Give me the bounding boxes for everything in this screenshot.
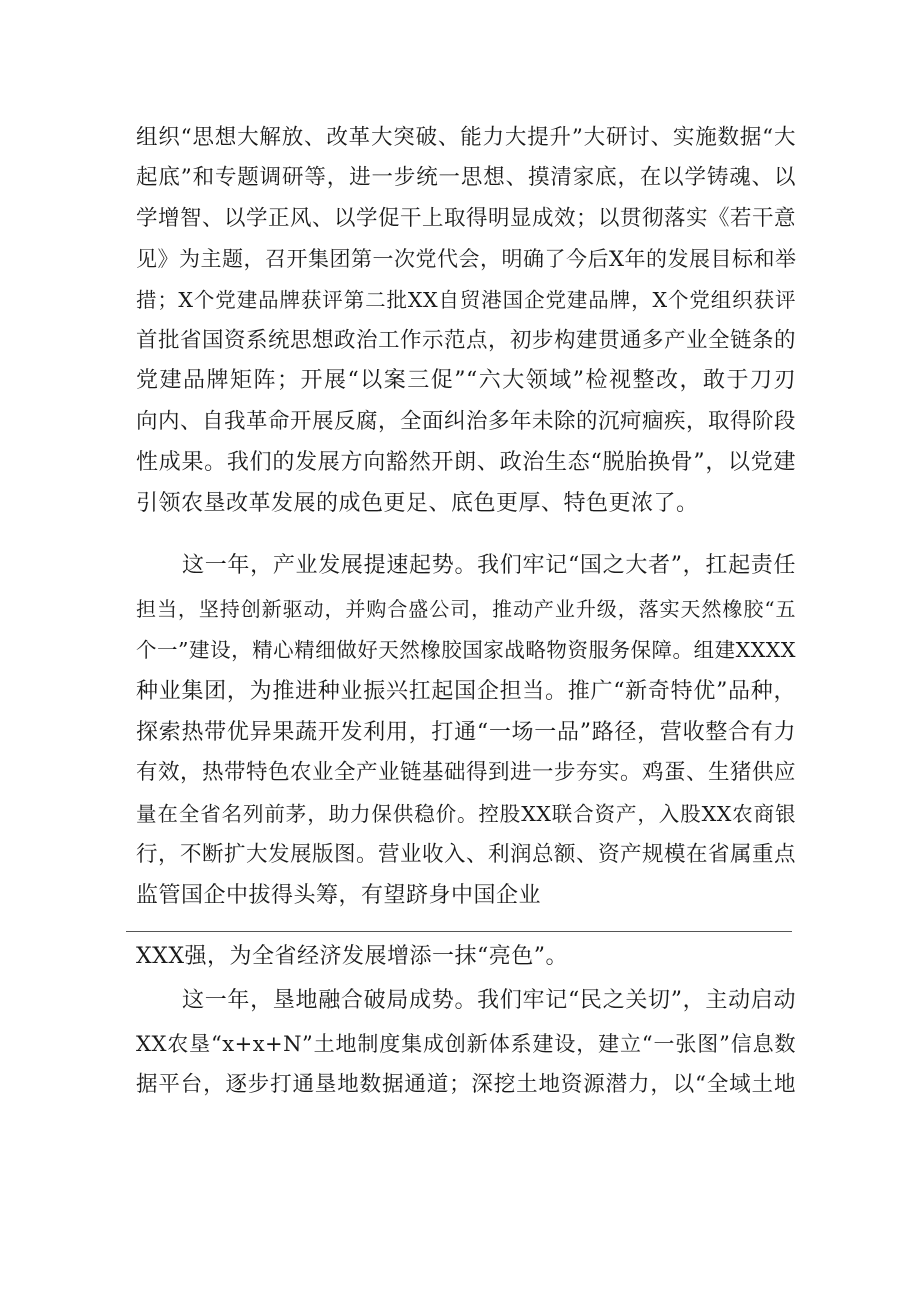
text-line: 党建品牌矩阵；开展“以案三促”“六大领域”检视整改，敢于刀刃 bbox=[136, 368, 796, 393]
text-line: 种业集团，为推进种业振兴扛起国企担当。推广“新奇特优”品种， bbox=[136, 679, 796, 704]
text-line: 引领农垦改革发展的成色更足、底色更厚、特色更浓了。 bbox=[136, 491, 699, 516]
text-line: 探索热带优异果蔬开发利用，打通“一场一品”路径，营收整合有力 bbox=[136, 720, 796, 745]
page-break-divider bbox=[126, 931, 792, 932]
text-line: 个一”建设，精心精细做好天然橡胶国家战略物资服务保障。组建XXXX bbox=[136, 638, 796, 662]
text-line: 学增智、以学正风、以学促干上取得明显成效；以贯彻落实《若干意 bbox=[136, 206, 797, 231]
text-line: 见》为主题，召开集团第一次党代会，明确了今后X年的发展目标和举 bbox=[136, 247, 797, 271]
text-line: 组织“思想大解放、改革大突破、能力大提升”大研讨、实施数据“大 bbox=[136, 125, 796, 150]
text-line: 首批省国资系统思想政治工作示范点，初步构建贯通多产业全链条的 bbox=[136, 328, 797, 353]
text-line: 这一年，产业发展提速起势。我们牢记“国之大者”，扛起责任 bbox=[182, 553, 796, 578]
text-line: 性成果。我们的发展方向豁然开朗、政治生态“脱胎换骨”，以党建 bbox=[136, 450, 796, 475]
text-line: 据平台，逐步打通垦地数据通道；深挖土地资源潜力，以“全域土地 bbox=[136, 1072, 796, 1097]
text-line: 量在全省名列前茅，助力保供稳价。控股XX联合资产，入股XX农商银 bbox=[136, 802, 796, 826]
text-line: 措；X个党建品牌获评第二批XX自贸港国企党建品牌，X个党组织获评 bbox=[136, 288, 796, 312]
text-line: 行，不断扩大发展版图。营业收入、利润总额、资产规模在省属重点 bbox=[136, 842, 797, 867]
text-line: XXX强，为全省经济发展增添一抹“亮色”。 bbox=[136, 944, 568, 969]
text-line: 监管国企中拔得头筹，有望跻身中国企业 bbox=[136, 883, 542, 908]
text-line: 这一年，垦地融合破局成势。我们牢记“民之关切”，主动启动 bbox=[182, 988, 796, 1013]
text-line: 向内、自我革命开展反腐，全面纠治多年未除的沉疴痼疾，取得阶段 bbox=[136, 409, 797, 434]
text-line: 起底”和专题调研等，进一步统一思想、摸清家底，在以学铸魂、以 bbox=[136, 165, 796, 190]
text-line: XX农垦“x+x+N”土地制度集成创新体系建设，建立“一张图”信息数 bbox=[136, 1032, 796, 1056]
text-line: 担当，坚持创新驱动，并购合盛公司，推动产业升级，落实天然橡胶“五 bbox=[136, 597, 796, 621]
text-line: 有效，热带特色农业全产业链基础得到进一步夯实。鸡蛋、生猪供应 bbox=[136, 760, 797, 785]
